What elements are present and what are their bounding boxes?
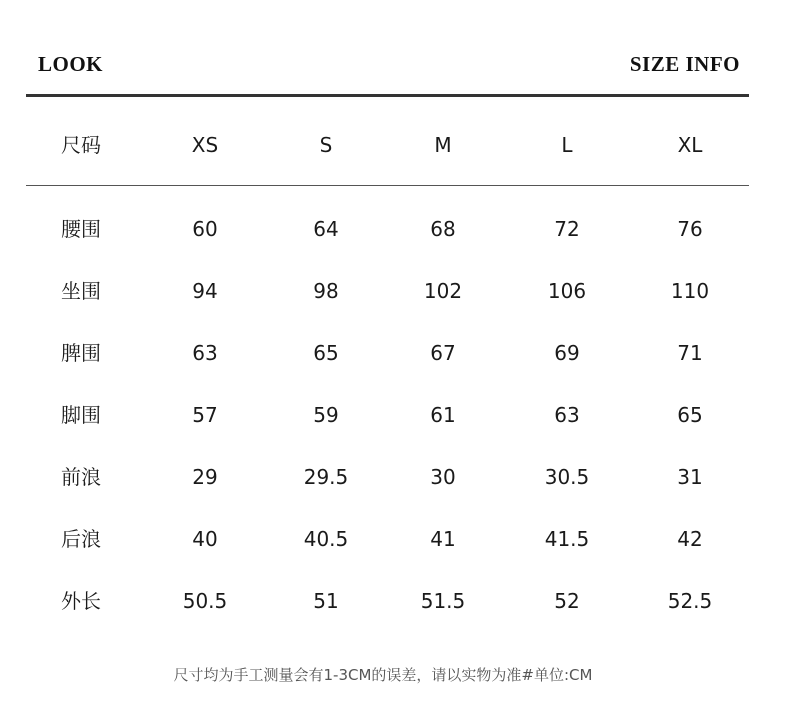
- table-cell: 64: [313, 217, 339, 241]
- table-cell: 29.5: [303, 465, 349, 489]
- table-cell: 51: [313, 589, 339, 613]
- table-cell: 40: [192, 527, 218, 551]
- row-label: 外长: [61, 589, 101, 613]
- table-cell: 69: [554, 341, 580, 365]
- table-header-divider: [26, 185, 749, 186]
- column-header: L: [561, 133, 573, 157]
- row-label: 后浪: [61, 527, 101, 551]
- table-cell: 67: [430, 341, 456, 365]
- header-look: LOOK: [38, 52, 104, 76]
- table-cell: 65: [313, 341, 339, 365]
- row-label: 腰围: [61, 217, 101, 241]
- column-header: 尺码: [61, 133, 101, 157]
- table-cell: 30.5: [544, 465, 590, 489]
- table-cell: 71: [677, 341, 703, 365]
- row-label: 脚围: [61, 403, 101, 427]
- table-header-row: [0, 125, 790, 165]
- table-cell: 65: [677, 403, 703, 427]
- measurement-note: 尺寸均为手工测量会有1-3CM的误差，请以实物为准#单位:CM: [173, 666, 593, 684]
- table-cell: 94: [192, 279, 218, 303]
- table-row: [0, 581, 790, 621]
- table-cell: 63: [554, 403, 580, 427]
- table-row: [0, 209, 790, 249]
- table-cell: 110: [670, 279, 710, 303]
- table-row: [0, 271, 790, 311]
- table-cell: 52: [554, 589, 580, 613]
- column-header: M: [434, 133, 452, 157]
- table-cell: 52.5: [667, 589, 713, 613]
- table-cell: 63: [192, 341, 218, 365]
- table-cell: 51.5: [420, 589, 466, 613]
- table-cell: 41.5: [544, 527, 590, 551]
- table-cell: 30: [430, 465, 456, 489]
- table-row: [0, 395, 790, 435]
- header-size-info: SIZE INFO: [629, 52, 740, 76]
- table-row: [0, 519, 790, 559]
- column-header: S: [319, 133, 333, 157]
- table-cell: 98: [313, 279, 339, 303]
- table-cell: 40.5: [303, 527, 349, 551]
- row-label: 脾围: [61, 341, 101, 365]
- table-cell: 76: [677, 217, 703, 241]
- table-cell: 42: [677, 527, 703, 551]
- table-cell: 59: [313, 403, 339, 427]
- table-cell: 60: [192, 217, 218, 241]
- column-header: XL: [677, 133, 703, 157]
- table-row: [0, 457, 790, 497]
- row-label: 前浪: [61, 465, 101, 489]
- table-cell: 102: [423, 279, 463, 303]
- table-cell: 57: [192, 403, 218, 427]
- table-cell: 68: [430, 217, 456, 241]
- table-cell: 41: [430, 527, 456, 551]
- table-cell: 50.5: [182, 589, 228, 613]
- header-divider: [26, 94, 749, 97]
- table-cell: 61: [430, 403, 456, 427]
- row-label: 坐围: [61, 279, 101, 303]
- table-cell: 106: [547, 279, 587, 303]
- table-cell: 31: [677, 465, 703, 489]
- column-header: XS: [191, 133, 219, 157]
- table-row: [0, 333, 790, 373]
- table-cell: 29: [192, 465, 218, 489]
- table-cell: 72: [554, 217, 580, 241]
